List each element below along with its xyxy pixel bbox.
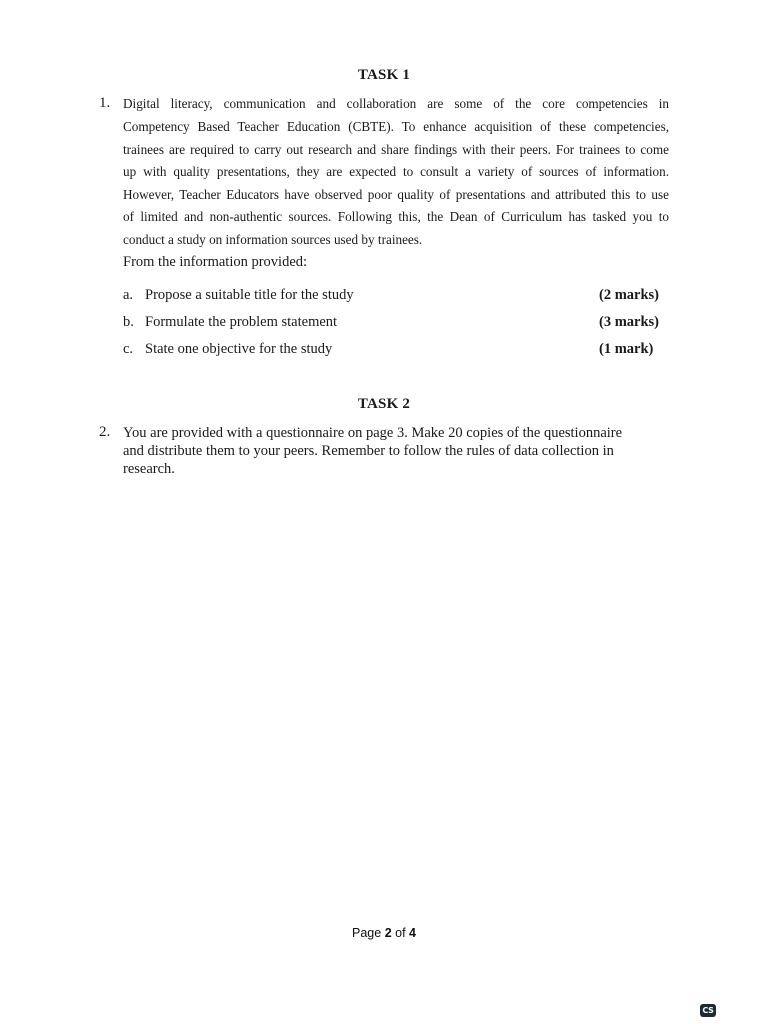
sub-question-text: Propose a suitable title for the study [145,287,354,303]
sub-question-marks: (3 marks) [599,314,660,330]
task-2-heading: TASK 2 [357,396,411,412]
page-footer [0,926,768,940]
camscanner-badge-icon: CS [700,1004,716,1017]
sub-question-text: State one objective for the study [145,341,333,357]
question-2-line: You are provided with a questionnaire on page 3. Make 20 copies of the questionnaire [123,425,623,441]
question-1-line: Digital literacy, communication and collaboration are some of the core competencies in [123,96,669,111]
question-1-line: conduct a study on information sources used by trainees. [123,232,423,247]
question-2-number: 2. [99,424,111,440]
question-1-prompt: From the information provided: [123,254,308,270]
sub-question-letter: a. [123,287,134,303]
sub-question-b [123,314,663,332]
sub-question-letter: b. [123,314,134,330]
question-1-number: 1. [99,95,111,111]
footer-total-pages: 4 [409,926,416,940]
question-1-line: up with quality presentations, they are expected to consult a variety of sources of information. [123,164,669,179]
question-2-line: and distribute them to your peers. Remember to follow the rules of data collection in [123,443,614,459]
question-1-line: However, Teacher Educators have observed poor quality of presentations and attributed this to use [123,187,669,202]
task-1-heading: TASK 1 [357,67,411,83]
sub-question-marks: (2 marks) [599,287,660,303]
question-1-line: of limited and non-authentic sources. Following this, the Dean of Curriculum has tasked you to [123,209,669,224]
question-2-line: research. [123,461,175,477]
sub-question-c [123,341,663,359]
footer-current-page: 2 [384,926,392,940]
sub-question-marks: (1 mark) [599,341,654,357]
question-1-line: Competency Based Teacher Education (CBTE). To enhance acquisition of these competencies, [123,119,669,134]
footer-page-word: Page [352,926,382,940]
question-1-line: trainees are required to carry out research and share findings with their peers. For trainees to come [123,142,669,157]
footer-of-word: of [395,926,406,940]
sub-question-a [123,287,663,305]
sub-question-text: Formulate the problem statement [145,314,338,330]
sub-question-letter: c. [123,341,134,357]
